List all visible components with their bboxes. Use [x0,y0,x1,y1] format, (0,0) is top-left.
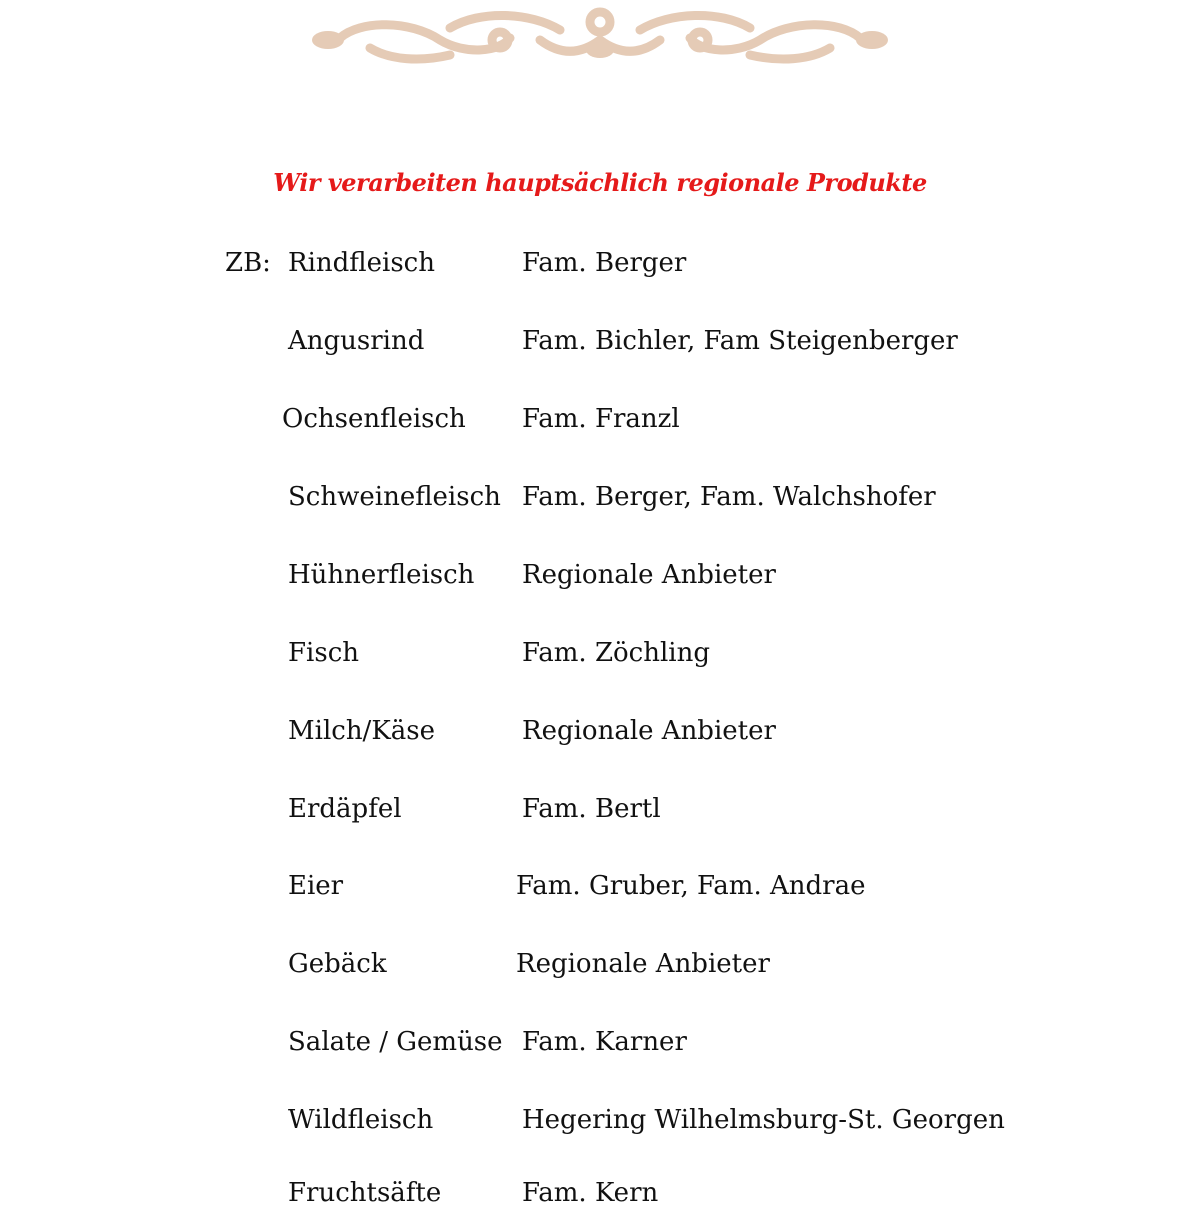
supplier-name: Fam. Franzl [522,404,680,434]
list-item [0,1027,1200,1067]
list-item [0,404,1200,444]
list-item [0,248,1200,288]
supplier-name: Fam. Gruber, Fam. Andrae [516,871,866,901]
product-name: Salate / Gemüse [288,1027,503,1057]
list-item [0,560,1200,600]
supplier-name: Hegering Wilhelmsburg-St. Georgen [522,1105,1005,1135]
product-name: Hühnerfleisch [288,560,475,590]
product-name: Gebäck [288,949,387,979]
product-name: Milch/Käse [288,716,435,746]
list-prefix: ZB: [225,248,271,278]
list-item [0,794,1200,834]
list-item [0,638,1200,678]
supplier-name: Regionale Anbieter [516,949,770,979]
list-item [0,871,1200,911]
supplier-name: Fam. Bertl [522,794,661,824]
list-item [0,482,1200,522]
list-item [0,1105,1200,1145]
product-name: Wildfleisch [288,1105,434,1135]
supplier-name: Regionale Anbieter [522,716,776,746]
product-name: Ochsenfleisch [282,404,466,434]
product-name: Eier [288,871,344,901]
page-headline: Wir verarbeiten hauptsächlich regionale Produkte [273,168,927,197]
product-name: Fisch [288,638,360,668]
supplier-name: Regionale Anbieter [522,560,776,590]
list-item [0,1178,1200,1218]
supplier-name: Fam. Kern [522,1178,659,1208]
product-name: Erdäpfel [288,794,402,824]
product-name: Angusrind [288,326,425,356]
list-item [0,949,1200,989]
supplier-name: Fam. Bichler, Fam Steigenberger [522,326,958,356]
scroll-ornament-icon [300,0,900,70]
product-name: Fruchtsäfte [288,1178,442,1208]
product-name: Rindfleisch [288,248,435,278]
list-item [0,716,1200,756]
supplier-name: Fam. Karner [522,1027,687,1057]
product-name: Schweinefleisch [288,482,501,512]
supplier-name: Fam. Zöchling [522,638,711,668]
supplier-name: Fam. Berger, Fam. Walchshofer [522,482,936,512]
list-item [0,326,1200,366]
supplier-name: Fam. Berger [522,248,687,278]
